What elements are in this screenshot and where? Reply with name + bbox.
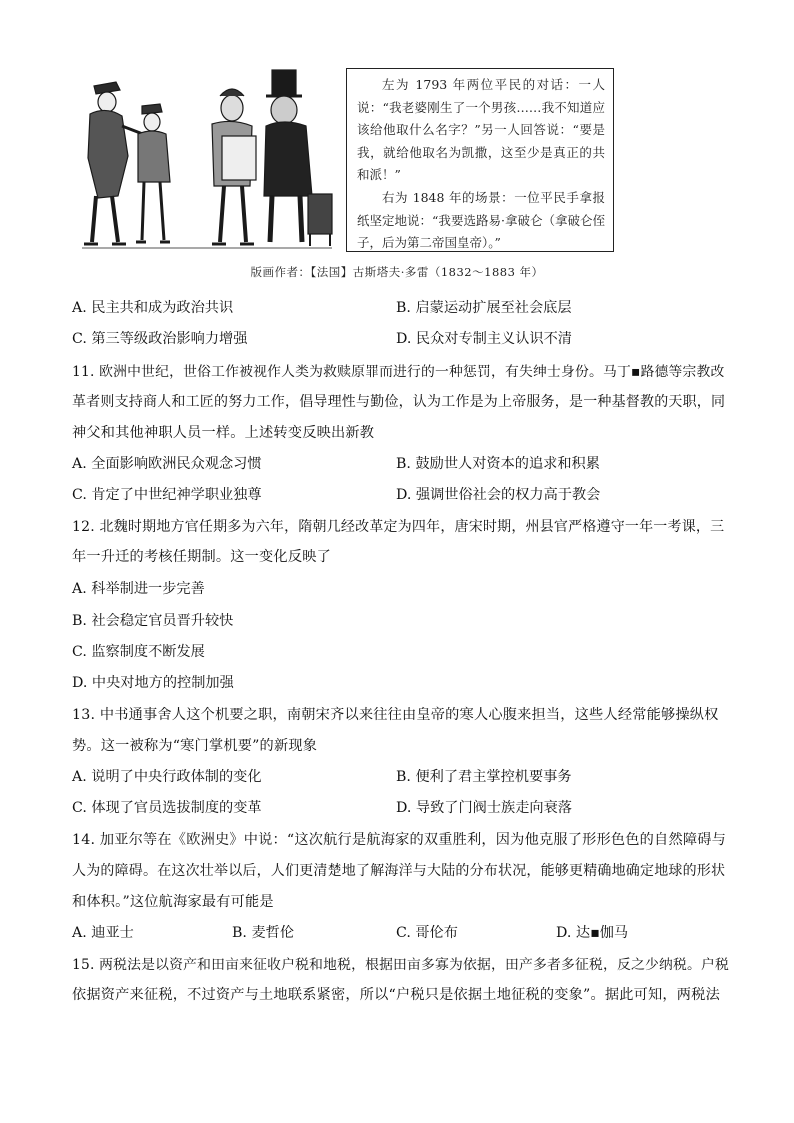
q10-option-b[interactable]: B. 启蒙运动扩展至社会底层 [396,300,572,316]
q11-stem-line-2: 革者则支持商人和工匠的努力工作，倡导理性与勤俭，认为工作是为上帝服务，是一种基督教的天职，同 [72,394,726,410]
q11-option-b[interactable]: B. 鼓励世人对资本的追求和积累 [396,456,600,472]
q14-option-a[interactable]: A. 迪亚士 [72,925,134,941]
q14-option-c[interactable]: C. 哥伦布 [396,925,458,941]
q14-option-d[interactable]: D. 达▪伽马 [556,925,629,941]
q10-option-a[interactable]: A. 民主共和成为政治共识 [72,300,234,316]
quote-paragraph-1793: 左为 1793 年两位平民的对话：一人说：“我老婆刚生了一个男孩……我不知道应该给他取什么名字？”另一人回答说：“要是我，就给他取名为凯撒，这至少是真正的共和派！” [357,77,605,183]
q14-stem-line-2: 人为的障碍。在这次壮举以后，人们更清楚地了解海洋与大陆的分布状况，能够更精确地确定地球的形状 [72,863,726,879]
q12-stem-line-1: 12. 北魏时期地方官任期多为六年，隋朝几经改革定为四年，唐宋时期，州县官严格遵守一年一考课，三 [72,519,725,535]
q11-option-c[interactable]: C. 肯定了中世纪神学职业独尊 [72,487,262,503]
q10-option-c[interactable]: C. 第三等级政治影响力增强 [72,331,248,347]
q14-stem-line-3: 和体积。”这位航海家最有可能是 [72,894,274,910]
q12-option-a[interactable]: A. 科举制进一步完善 [72,581,205,597]
quote-paragraph-1848: 右为 1848 年的场景：一位平民手拿报纸坚定地说：“我要选路易·拿破仑（拿破仑侄子，后为第二帝国皇帝）。” [357,189,605,251]
quote-text-box [346,68,614,252]
q15-stem-line-2: 依据资产来征税，不过资产与土地联系紧密，所以“户税只是依据土地征税的变象”。据此可知，两税法 [72,987,720,1003]
q12-option-b[interactable]: B. 社会稳定官员晋升较快 [72,613,234,629]
q11-option-a[interactable]: A. 全面影响欧洲民众观念习惯 [72,456,262,472]
q13-option-b[interactable]: B. 便利了君主掌控机要事务 [396,769,572,785]
q13-stem-line-2: 势。这一被称为“寒门掌机要”的新现象 [72,738,318,754]
q11-stem-line-1: 11. 欧洲中世纪，世俗工作被视作人类为救赎原罪而进行的一种惩罚，有失绅士身份。马丁▪路德等宗教改 [72,364,725,380]
engraving-illustration [72,66,342,256]
q12-option-d[interactable]: D. 中央对地方的控制加强 [72,675,234,691]
q11-option-d[interactable]: D. 强调世俗社会的权力高于教会 [396,487,601,503]
q10-option-d[interactable]: D. 民众对专制主义认识不清 [396,331,572,347]
q15-stem-line-1: 15. 两税法是以资产和田亩来征收户税和地税，根据田亩多寡为依据，田产多者多征税，反之少纳税。户税 [72,957,729,973]
q13-stem-line-1: 13. 中书通事舍人这个机要之职，南朝宋齐以来往往由皇帝的寒人心腹来担当，这些人经常能够操纵权 [72,707,719,723]
q11-stem-line-3: 神父和其他神职人员一样。上述转变反映出新教 [72,425,375,441]
q12-option-c[interactable]: C. 监察制度不断发展 [72,644,205,660]
q14-stem-line-1: 14. 加亚尔等在《欧洲史》中说：“这次航行是航海家的双重胜利，因为他克服了形形色色的自然障碍与 [72,832,726,848]
q13-option-c[interactable]: C. 体现了官员选拔制度的变革 [72,800,262,816]
q14-option-b[interactable]: B. 麦哲伦 [232,925,295,941]
q13-option-d[interactable]: D. 导致了门阀士族走向衰落 [396,800,572,816]
q12-stem-line-2: 年一升迁的考核任期制。这一变化反映了 [72,549,331,565]
q13-option-a[interactable]: A. 说明了中央行政体制的变化 [72,769,262,785]
figure-caption: 版画作者：【法国】古斯塔夫·多雷（1832～1883 年） [250,265,544,279]
